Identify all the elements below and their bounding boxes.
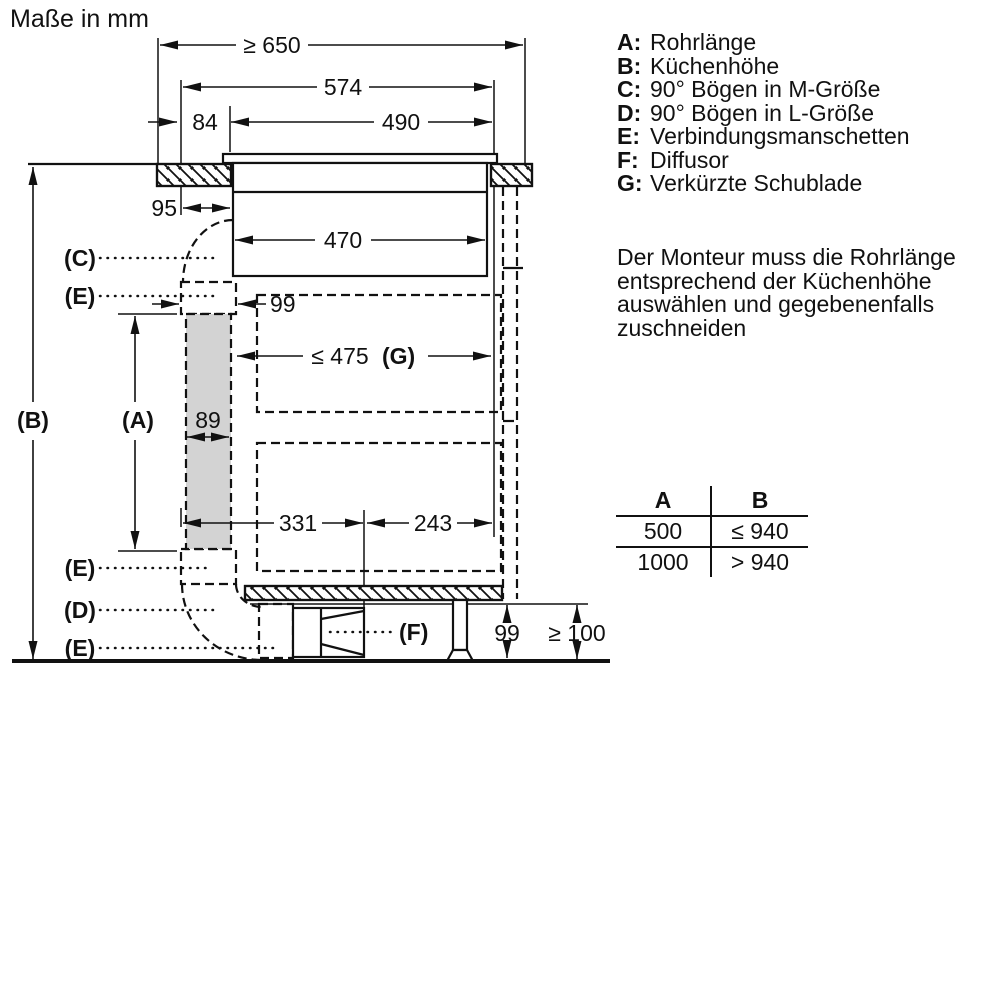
legend-text-g: Verkürzte Schublade (650, 170, 863, 196)
hob-glass (223, 154, 497, 163)
legend-item-e (617, 125, 910, 149)
label-e-middle: (E) (64, 555, 96, 581)
sleeve-e-top (181, 282, 236, 314)
label-a: (A) (122, 407, 154, 433)
table-row (616, 547, 808, 577)
cabinet-shelf-hatch (245, 586, 502, 600)
legend (617, 31, 910, 196)
dim-243-value: 243 (413, 510, 453, 536)
label-b: (B) (17, 407, 49, 433)
legend-text-c: 90° Bögen in M-Größe (650, 76, 881, 102)
worktop-right-hatch (491, 164, 532, 186)
legend-item-a (617, 31, 910, 55)
label-c: (C) (64, 245, 96, 271)
label-e-top: (E) (64, 283, 96, 309)
lower-drawer (257, 443, 501, 571)
legend-key-f: F: (617, 146, 639, 173)
sleeve-e-bottom (181, 549, 236, 584)
legend-key-b: B: (617, 52, 642, 79)
legend-text-a: Rohrlänge (650, 29, 757, 55)
table-row (616, 516, 808, 547)
legend-key-g: G: (617, 170, 643, 196)
note-line-1: Der Monteur muss die Rohrlänge (617, 244, 956, 270)
label-f: (F) (399, 619, 429, 645)
dim-650-value: ≥ 650 (243, 32, 301, 58)
hob-body (233, 163, 487, 276)
table-header-a: A (616, 486, 711, 516)
sleeve-e-plinth (259, 604, 293, 658)
table-cell-b1: ≤ 940 (711, 516, 808, 547)
table-cell-a2: 1000 (616, 547, 711, 577)
note-line-2: entsprechend der Küchenhöhe (617, 267, 932, 294)
dim-95-value: 95 (151, 195, 177, 221)
legend-text-d: 90° Bögen in L-Größe (650, 99, 874, 126)
structure (12, 154, 610, 661)
dim-100-value: ≥ 100 (548, 620, 606, 646)
dim-475-value: ≤ 475 (311, 343, 369, 369)
legend-item-c (617, 78, 910, 102)
bend-c-m-size (183, 220, 233, 282)
legend-text-e: Verbindungsmanschetten (650, 123, 910, 149)
legend-key-c: C: (617, 76, 642, 102)
dim-490-value: 490 (381, 109, 421, 135)
legend-item-g (617, 172, 910, 196)
dim-84-value: 84 (192, 109, 218, 135)
installer-note (617, 246, 956, 340)
dim-99-top-value: 99 (270, 291, 296, 317)
worktop-left-hatch (157, 164, 231, 186)
note-line-4: zuschneiden (617, 314, 747, 341)
dim-99-bottom-value: 99 (494, 620, 520, 646)
dim-331-value: 331 (278, 510, 318, 536)
dim-470-value: 470 (323, 227, 363, 253)
table-cell-a1: 500 (616, 516, 711, 547)
dim-text-backgrounds (236, 33, 457, 535)
table-header-b: B (711, 486, 808, 516)
note-line-3: auswählen und gegebenenfalls (617, 291, 935, 317)
table-cell-b2: > 940 (730, 549, 790, 575)
dim-574-value: 574 (323, 74, 363, 100)
legend-item-b (617, 52, 910, 79)
dim-89-value: 89 (195, 407, 221, 433)
cabinet-leg (453, 600, 467, 650)
label-d: (D) (64, 597, 96, 623)
label-g: (G) (382, 343, 416, 369)
legend-key-d: D: (617, 99, 642, 126)
legend-text-b: Küchenhöhe (650, 52, 780, 79)
duct-joint-ticks (503, 268, 523, 421)
legend-text-f: Diffusor (650, 146, 729, 173)
pipe-length-table (616, 486, 808, 577)
page-title: Maße in mm (10, 5, 149, 33)
legend-item-f (617, 146, 910, 173)
legend-key-a: A: (617, 29, 642, 55)
legend-key-e: E: (617, 123, 640, 149)
label-e-bottom: (E) (64, 635, 96, 661)
legend-item-d (617, 99, 910, 126)
